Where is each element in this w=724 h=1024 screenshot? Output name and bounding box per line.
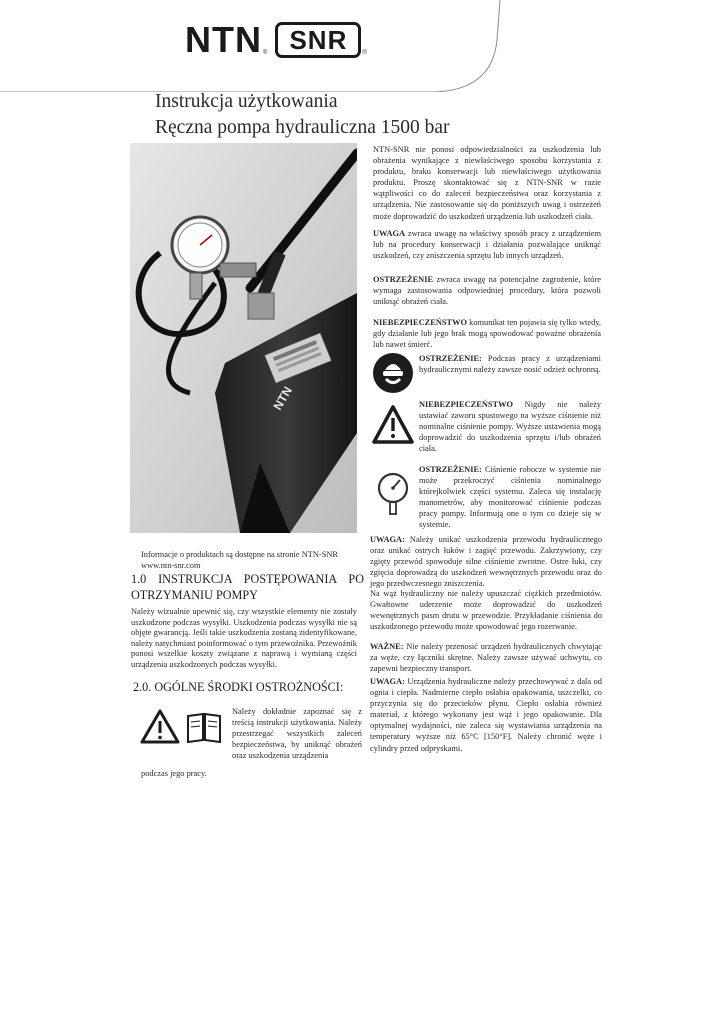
svg-text:NTN: NTN: [270, 384, 295, 413]
disclaimer-paragraph: NTN-SNR nie ponosi odpowiedzialności za uszkodzenia lub obrażenia wynikające z niewłaściwego sposobu korzystania z produktu, braku konserwacji lub niewłaściwego użytkowania produktu. Proszę skontaktować się z NTN-SNR w razie wątpliwości co do zaleceń bezpieczeństwa oraz korzystania z urządzenia. Nie zastosowanie się do poniższych uwag i ostrzeżeń może doprowadzić do uszkodzeń urządzenia lub uszkodzeń ciała.: [373, 145, 601, 221]
section-2-heading: 2.0. OGÓLNE ŚRODKI OSTROŻNOŚCI:: [133, 680, 344, 694]
product-info: [141, 549, 371, 571]
heat-caution: [370, 676, 602, 754]
carry-note-text: Nie należy przenosić urządzeń hydraulicznych chwytając za węże, czy łączniki skrętne. Należy zawsze używać uchwytu, co zapewni bezpieczny transport.: [370, 642, 603, 674]
heat-caution-text: Urządzenia hydrauliczne należy przechowywać z dala od ognia i ciepła. Nadmierne ciepło osłabia opakowania, uszczelki, co przyczynia się do przecieków płynu. Ciepło osłabia również materiał, z którego wykonany jest wąż i jego opakowanie. Dla optymalnej wydajności, nie zaleca się wystawiania urządzenia na temperatury wyższe niż 65°C [150°F]. Należy chronić węże i cylindry przed odpryskami.: [370, 677, 602, 753]
heat-caution-label: UWAGA:: [370, 677, 405, 686]
uwaga-label: UWAGA: [373, 229, 406, 238]
warning-3-label: OSTRZEŻENIE:: [419, 465, 482, 474]
pressure-gauge-icon: [375, 472, 411, 516]
ntn-logo: NTN: [185, 19, 262, 60]
warning-2: [419, 399, 601, 454]
uwaga-text: zwraca uwagę na właściwy sposób pracy z urządzeniem lub na procedury konserwacji i działania pozwalające uniknąć uszkodzeń, czy zniszczenia sprzętu lub innych urządzeń.: [373, 229, 602, 261]
uwaga-definition: [373, 228, 601, 261]
carry-note: [370, 641, 602, 674]
hose-caution: [370, 534, 602, 589]
carry-note-label: WAŻNE:: [370, 642, 404, 651]
snr-logo-text: SNR: [289, 24, 348, 55]
niebezpieczenstwo-definition: [373, 317, 601, 350]
danger-triangle-icon: [372, 405, 414, 445]
ostrzezenie-text: zwraca uwagę na potencjalne zagrożenie, które wymaga zastosowania odpowiedniej procedury, która pozwoli uniknąć obrażeń ciała.: [373, 275, 601, 307]
product-info-line-1: Informacje o produktach są dostępne na stronie NTN-SNR: [141, 550, 338, 559]
warning-1-text: Podczas pracy z urządzeniami hydraulicznymi należy zawsze nosić odzież ochronną.: [419, 354, 601, 375]
title-line-1: Instrukcja użytkowania: [155, 91, 338, 112]
warning-2-label: NIEBEZPIECZEŃSTWO: [419, 400, 514, 409]
brand-logo: [185, 20, 367, 60]
product-info-url: www.ntn-snr.com: [141, 561, 201, 571]
manual-book-icon: [186, 711, 222, 743]
title-line-2: Ręczna pompa hydrauliczna 1500 bar: [155, 117, 450, 138]
page-title: [155, 89, 450, 141]
section-1-text: Należy wizualnie upewnić się, czy wszystkie elementy nie zostały uszkodzone podczas wysyłki. Uszkodzenia podczas wysyłki nie są objęte gwarancją. Jeśli takie uszkodzenia zostaną zidentyfikowane, należy natychmiast poinformować o tym przewoźnika. Przewoźnik ponosi wszelkie koszty związane z naprawą i wymianą części urządzenia uszkodzonych podczas wysyłki.: [131, 607, 357, 669]
hose-impact-note: Na wąż hydrauliczny nie należy upuszczać ciężkich przedmiotów. Gwałtowne uderzenie może doprowadzić do uszkodzeń wewnętrznych pasm drutu w przewodzie. Przykładanie ciśnienia do uszkodzonego przewodu może spowodować jego rozerwanie.: [370, 589, 602, 632]
warning-2-text: Nigdy nie należy ustawiać zaworu spustowego na wyższe ciśnienie niż nominalne ciśnienie pompy. Wyższe ustawienia mogą doprowadzić do uszkodzenia sprzętu i/lub obrażeń ciała.: [419, 400, 601, 454]
section-2-tail: podczas jego pracy.: [141, 769, 207, 778]
product-photo: [130, 143, 357, 533]
ostrzezenie-definition: [373, 274, 601, 307]
section-1-heading: 1.0 INSTRUKCJA POSTĘPOWANIA PO OTRZYMANIU POMPY: [131, 572, 364, 602]
warning-triangle-icon: [140, 709, 180, 745]
warning-3: [419, 464, 601, 531]
warning-1-label: OSTRZEŻENIE:: [419, 354, 482, 363]
warning-1: [419, 353, 601, 375]
hose-caution-text: Należy unikać uszkodzenia przewodu hydraulicznego oraz unikać ostrych łuków i zagięć przewodu. Zakrzywiony, czy zgięty przewód spowoduje silne ciśnienie zwrotne. Ostre łuki, czy zgięcia doprowadzą do uszkodzeń wewnętrznych przewodu oraz do jego przedwczesnego zniszczenia.: [370, 535, 603, 589]
ostrzezenie-label: OSTRZEŻENIE: [373, 275, 434, 284]
section-2-text: Należy dokładnie zapoznać się z treścią instrukcji użytkowania. Należy przestrzegać wszystkich zaleceń bezpieczeństwa, by uniknąć obrażeń oraz uszkodzenia urządzenia: [232, 707, 362, 761]
registered-mark: ®: [263, 50, 268, 56]
warning-3-text: Ciśnienie robocze w systemie nie może przekroczyć ciśnienia nominalnego którejkolwiek części systemu. Zaleca się instalację manometrów, aby monitorować ciśnienie podczas pracy pompy. Informują one o tym co dzieje się w systemie.: [419, 465, 602, 530]
niebezpieczenstwo-label: NIEBEZPIECZEŃSTWO: [373, 318, 468, 327]
niebezpieczenstwo-text: komunikat ten pojawia się tylko wtedy, gdy działanie lub jego brak mogą spowodować poważne obrażenia lub nawet śmierć.: [373, 318, 602, 350]
protective-gear-icon: [372, 352, 414, 394]
hose-caution-label: UWAGA:: [370, 535, 405, 544]
registered-mark: ®: [362, 50, 367, 56]
snr-logo: [275, 22, 361, 58]
